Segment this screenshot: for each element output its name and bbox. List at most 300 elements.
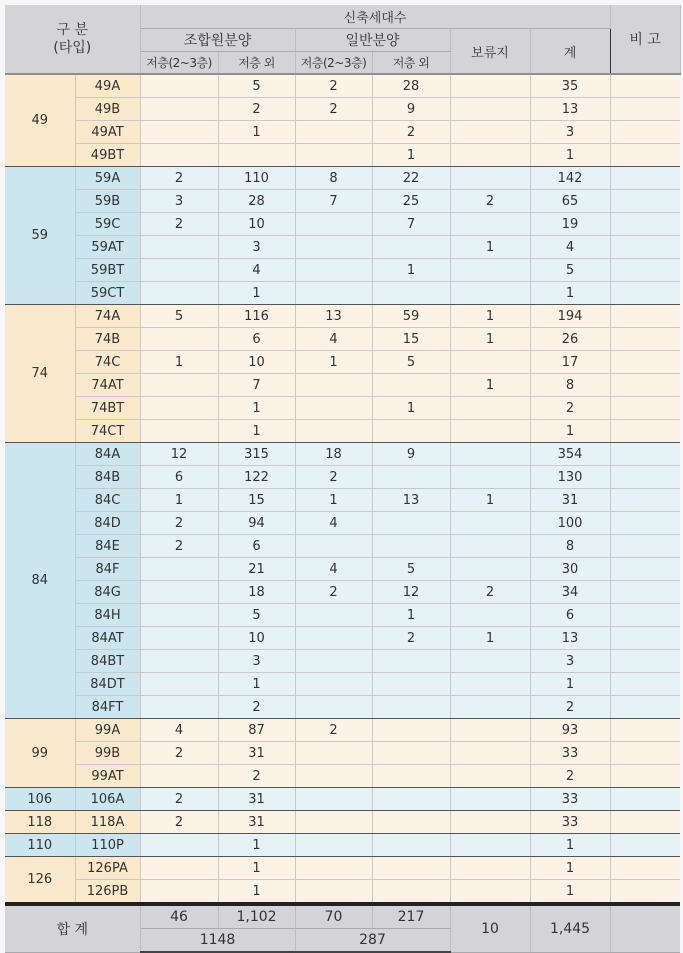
general-low-cell <box>295 650 372 673</box>
general-low-cell <box>295 788 372 811</box>
grand-total: 1,445 <box>530 904 610 952</box>
general-low-cell: 4 <box>295 512 372 535</box>
general-other-cell <box>372 466 450 489</box>
row-total-cell: 2 <box>530 696 610 719</box>
member-low-cell: 2 <box>140 788 218 811</box>
general-low-cell: 4 <box>295 328 372 351</box>
type-cell: 74B <box>75 328 140 351</box>
type-cell: 59BT <box>75 259 140 282</box>
area-cell: 110 <box>5 834 75 857</box>
general-low-cell: 7 <box>295 190 372 213</box>
reserved-cell <box>450 604 530 627</box>
general-other-cell <box>372 788 450 811</box>
member-other-cell: 18 <box>218 581 295 604</box>
general-other-cell: 5 <box>372 351 450 374</box>
remarks-cell <box>610 512 680 535</box>
general-low-cell: 2 <box>295 466 372 489</box>
general-low-cell: 13 <box>295 305 372 328</box>
general-low-cell: 2 <box>295 98 372 121</box>
row-total-cell: 4 <box>530 236 610 259</box>
table-row <box>5 443 680 466</box>
area-cell: 99 <box>5 719 75 788</box>
row-total-cell: 17 <box>530 351 610 374</box>
reserved-cell <box>450 443 530 466</box>
general-other-cell: 5 <box>372 558 450 581</box>
general-other-cell <box>372 535 450 558</box>
general-low-cell: 4 <box>295 558 372 581</box>
remarks-cell <box>610 420 680 443</box>
remarks-cell <box>610 167 680 190</box>
type-cell: 74BT <box>75 397 140 420</box>
general-other-cell: 1 <box>372 259 450 282</box>
new-households-header: 신축세대수 <box>140 5 610 29</box>
member-low-cell <box>140 627 218 650</box>
row-total-cell: 93 <box>530 719 610 742</box>
table-row <box>5 604 680 627</box>
reserved-cell: 1 <box>450 627 530 650</box>
table-row <box>5 742 680 765</box>
member-other-cell: 2 <box>218 98 295 121</box>
member-other-cell: 5 <box>218 74 295 98</box>
reserved-cell: 1 <box>450 374 530 397</box>
member-other-cell: 5 <box>218 604 295 627</box>
category-sub-label: (타입) <box>53 40 92 56</box>
row-total-cell: 142 <box>530 167 610 190</box>
remarks-cell <box>610 305 680 328</box>
remarks-cell <box>610 259 680 282</box>
row-total-cell: 26 <box>530 328 610 351</box>
row-total-cell: 33 <box>530 788 610 811</box>
table-row <box>5 190 680 213</box>
row-total-cell: 1 <box>530 880 610 905</box>
reserved-cell <box>450 535 530 558</box>
row-total-cell: 3 <box>530 650 610 673</box>
row-total-cell: 1 <box>530 857 610 880</box>
general-low-cell <box>295 121 372 144</box>
member-other-floor-header: 저층 외 <box>218 52 295 75</box>
type-cell: 74C <box>75 351 140 374</box>
type-cell: 49B <box>75 98 140 121</box>
member-low-cell <box>140 259 218 282</box>
general-other-cell: 9 <box>372 98 450 121</box>
type-cell: 84AT <box>75 627 140 650</box>
general-low-cell: 2 <box>295 719 372 742</box>
member-other-cell: 15 <box>218 489 295 512</box>
type-cell: 59CT <box>75 282 140 305</box>
member-other-cell <box>218 144 295 167</box>
member-low-cell: 6 <box>140 466 218 489</box>
totals-label: 합 계 <box>5 904 140 952</box>
area-cell: 59 <box>5 167 75 305</box>
member-low-cell: 2 <box>140 167 218 190</box>
member-low-cell: 12 <box>140 443 218 466</box>
general-other-cell <box>372 857 450 880</box>
type-cell: 49AT <box>75 121 140 144</box>
member-other-cell: 31 <box>218 742 295 765</box>
member-low-cell: 4 <box>140 719 218 742</box>
member-low-cell <box>140 650 218 673</box>
table-row <box>5 144 680 167</box>
general-other-cell <box>372 512 450 535</box>
reserved-cell <box>450 144 530 167</box>
row-total-cell: 2 <box>530 765 610 788</box>
general-low-cell <box>295 144 372 167</box>
category-label: 구 분 <box>56 22 88 38</box>
general-other-cell: 9 <box>372 443 450 466</box>
general-other-cell <box>372 420 450 443</box>
table-row <box>5 305 680 328</box>
reserved-cell <box>450 74 530 98</box>
remarks-cell <box>610 880 680 905</box>
type-cell: 59AT <box>75 236 140 259</box>
row-total-cell: 33 <box>530 811 610 834</box>
type-cell: 84A <box>75 443 140 466</box>
reserved-cell <box>450 834 530 857</box>
general-other-cell <box>372 880 450 905</box>
member-other-cell: 10 <box>218 213 295 236</box>
table-row <box>5 673 680 696</box>
member-other-cell: 1 <box>218 673 295 696</box>
reserved-cell: 1 <box>450 489 530 512</box>
member-low-cell <box>140 581 218 604</box>
total-general-other: 217 <box>372 904 450 929</box>
reserved-cell: 1 <box>450 328 530 351</box>
member-other-cell: 31 <box>218 811 295 834</box>
general-other-cell <box>372 236 450 259</box>
reserved-cell <box>450 673 530 696</box>
remarks-cell <box>610 604 680 627</box>
area-cell: 106 <box>5 788 75 811</box>
member-other-cell: 2 <box>218 696 295 719</box>
member-other-cell: 3 <box>218 650 295 673</box>
table-row <box>5 466 680 489</box>
general-other-cell: 28 <box>372 74 450 98</box>
remarks-cell <box>610 719 680 742</box>
reserved-cell <box>450 466 530 489</box>
remarks-cell <box>610 834 680 857</box>
member-low-cell <box>140 328 218 351</box>
member-subtotal: 1148 <box>140 929 295 953</box>
member-low-cell: 2 <box>140 512 218 535</box>
reserved-cell <box>450 167 530 190</box>
row-total-cell: 34 <box>530 581 610 604</box>
table-row <box>5 420 680 443</box>
member-other-cell: 315 <box>218 443 295 466</box>
member-low-cell <box>140 282 218 305</box>
member-low-cell: 2 <box>140 811 218 834</box>
total-remarks <box>610 904 680 952</box>
type-cell: 99B <box>75 742 140 765</box>
table-row <box>5 880 680 905</box>
member-other-cell: 7 <box>218 374 295 397</box>
category-header <box>5 5 140 74</box>
reserved-cell: 2 <box>450 190 530 213</box>
member-other-cell: 28 <box>218 190 295 213</box>
general-low-cell <box>295 282 372 305</box>
general-other-cell: 59 <box>372 305 450 328</box>
remarks-cell <box>610 144 680 167</box>
member-low-cell: 1 <box>140 489 218 512</box>
remarks-cell <box>610 857 680 880</box>
general-low-cell: 8 <box>295 167 372 190</box>
remarks-cell <box>610 121 680 144</box>
type-cell: 49BT <box>75 144 140 167</box>
reserved-cell <box>450 696 530 719</box>
type-cell: 126PA <box>75 857 140 880</box>
general-other-cell <box>372 282 450 305</box>
type-cell: 84G <box>75 581 140 604</box>
table-row <box>5 535 680 558</box>
remarks-cell <box>610 742 680 765</box>
type-cell: 110P <box>75 834 140 857</box>
general-sale-header: 일반분양 <box>295 29 450 52</box>
table-row <box>5 719 680 742</box>
row-total-cell: 2 <box>530 397 610 420</box>
remarks-cell <box>610 236 680 259</box>
general-low-cell <box>295 811 372 834</box>
member-other-cell: 4 <box>218 259 295 282</box>
area-cell: 74 <box>5 305 75 443</box>
row-total-cell: 13 <box>530 98 610 121</box>
member-other-cell: 87 <box>218 719 295 742</box>
row-total-cell: 30 <box>530 558 610 581</box>
general-low-cell <box>295 627 372 650</box>
type-cell: 84D <box>75 512 140 535</box>
table-row <box>5 74 680 98</box>
member-other-cell: 21 <box>218 558 295 581</box>
table-row <box>5 558 680 581</box>
remarks-cell <box>610 328 680 351</box>
type-cell: 118A <box>75 811 140 834</box>
remarks-header: 비 고 <box>610 5 680 74</box>
remarks-cell <box>610 443 680 466</box>
member-low-cell <box>140 880 218 905</box>
type-cell: 74AT <box>75 374 140 397</box>
reserved-cell <box>450 98 530 121</box>
member-low-cell <box>140 673 218 696</box>
member-other-cell: 1 <box>218 420 295 443</box>
reserved-cell <box>450 811 530 834</box>
general-other-cell: 12 <box>372 581 450 604</box>
reserved-cell: 2 <box>450 581 530 604</box>
reserved-cell <box>450 512 530 535</box>
household-table <box>5 5 681 953</box>
remarks-cell <box>610 351 680 374</box>
general-other-cell <box>372 673 450 696</box>
remarks-cell <box>610 650 680 673</box>
general-other-cell <box>372 719 450 742</box>
member-low-cell: 2 <box>140 535 218 558</box>
general-low-cell: 2 <box>295 74 372 98</box>
table-row <box>5 765 680 788</box>
member-low-cell <box>140 857 218 880</box>
member-other-cell: 94 <box>218 512 295 535</box>
general-other-cell <box>372 742 450 765</box>
reserved-cell: 1 <box>450 236 530 259</box>
remarks-cell <box>610 765 680 788</box>
reserved-cell: 1 <box>450 305 530 328</box>
general-low-cell <box>295 213 372 236</box>
member-other-cell: 1 <box>218 397 295 420</box>
general-other-cell: 2 <box>372 627 450 650</box>
type-cell: 84E <box>75 535 140 558</box>
type-cell: 84H <box>75 604 140 627</box>
member-low-cell <box>140 121 218 144</box>
reserved-cell <box>450 420 530 443</box>
row-total-cell: 35 <box>530 74 610 98</box>
table-row <box>5 351 680 374</box>
table-row <box>5 696 680 719</box>
general-other-cell: 1 <box>372 604 450 627</box>
general-low-cell: 2 <box>295 581 372 604</box>
general-low-cell <box>295 765 372 788</box>
member-low-cell <box>140 144 218 167</box>
member-low-cell: 1 <box>140 351 218 374</box>
member-low-cell: 5 <box>140 305 218 328</box>
type-cell: 126PB <box>75 880 140 905</box>
general-other-cell <box>372 834 450 857</box>
member-other-cell: 1 <box>218 282 295 305</box>
table-row <box>5 489 680 512</box>
remarks-cell <box>610 98 680 121</box>
member-other-cell: 1 <box>218 857 295 880</box>
remarks-cell <box>610 673 680 696</box>
table-body <box>5 74 680 904</box>
table-row <box>5 627 680 650</box>
reserved-cell <box>450 788 530 811</box>
row-total-cell: 8 <box>530 374 610 397</box>
member-other-cell: 110 <box>218 167 295 190</box>
general-other-cell <box>372 765 450 788</box>
table-row <box>5 834 680 857</box>
total-member-other: 1,102 <box>218 904 295 929</box>
reserved-cell <box>450 650 530 673</box>
row-total-cell: 33 <box>530 742 610 765</box>
total-general-low: 70 <box>295 904 372 929</box>
type-cell: 49A <box>75 74 140 98</box>
type-cell: 84DT <box>75 673 140 696</box>
member-low-cell <box>140 696 218 719</box>
row-total-cell: 13 <box>530 627 610 650</box>
area-cell: 118 <box>5 811 75 834</box>
type-cell: 84F <box>75 558 140 581</box>
type-cell: 106A <box>75 788 140 811</box>
table-row <box>5 397 680 420</box>
member-low-cell <box>140 74 218 98</box>
general-low-cell <box>295 880 372 905</box>
general-other-cell: 1 <box>372 144 450 167</box>
table-row <box>5 512 680 535</box>
household-table-container <box>5 5 680 953</box>
general-other-cell: 2 <box>372 121 450 144</box>
member-low-cell <box>140 558 218 581</box>
member-sale-header: 조합원분양 <box>140 29 295 52</box>
row-total-cell: 194 <box>530 305 610 328</box>
general-other-cell <box>372 696 450 719</box>
member-low-cell <box>140 374 218 397</box>
general-other-floor-header: 저층 외 <box>372 52 450 75</box>
remarks-cell <box>610 788 680 811</box>
member-low-floor-header: 저층(2~3층) <box>140 52 218 75</box>
row-total-cell: 1 <box>530 144 610 167</box>
general-subtotal: 287 <box>295 929 450 953</box>
member-low-cell <box>140 765 218 788</box>
member-other-cell: 1 <box>218 834 295 857</box>
general-other-cell: 15 <box>372 328 450 351</box>
general-other-cell: 25 <box>372 190 450 213</box>
reserved-cell <box>450 558 530 581</box>
general-other-cell <box>372 811 450 834</box>
member-other-cell: 2 <box>218 765 295 788</box>
row-total-cell: 354 <box>530 443 610 466</box>
member-other-cell: 1 <box>218 880 295 905</box>
remarks-cell <box>610 466 680 489</box>
general-low-floor-header: 저층(2~3층) <box>295 52 372 75</box>
general-other-cell: 22 <box>372 167 450 190</box>
row-total-cell: 100 <box>530 512 610 535</box>
reserved-cell <box>450 259 530 282</box>
general-low-cell: 1 <box>295 351 372 374</box>
row-total-cell: 1 <box>530 673 610 696</box>
general-low-cell <box>295 420 372 443</box>
member-other-cell: 122 <box>218 466 295 489</box>
table-row <box>5 374 680 397</box>
table-row <box>5 650 680 673</box>
general-low-cell <box>295 374 372 397</box>
member-other-cell: 10 <box>218 627 295 650</box>
remarks-cell <box>610 74 680 98</box>
total-header: 계 <box>530 29 610 75</box>
table-row <box>5 282 680 305</box>
general-low-cell <box>295 857 372 880</box>
member-other-cell: 1 <box>218 121 295 144</box>
member-low-cell <box>140 834 218 857</box>
member-low-cell <box>140 236 218 259</box>
general-low-cell <box>295 673 372 696</box>
table-row <box>5 213 680 236</box>
member-other-cell: 10 <box>218 351 295 374</box>
row-total-cell: 1 <box>530 420 610 443</box>
general-low-cell <box>295 604 372 627</box>
type-cell: 84FT <box>75 696 140 719</box>
table-row <box>5 121 680 144</box>
remarks-cell <box>610 627 680 650</box>
remarks-cell <box>610 282 680 305</box>
type-cell: 59B <box>75 190 140 213</box>
general-low-cell <box>295 834 372 857</box>
row-total-cell: 6 <box>530 604 610 627</box>
table-row <box>5 857 680 880</box>
general-low-cell: 1 <box>295 489 372 512</box>
row-total-cell: 130 <box>530 466 610 489</box>
table-row <box>5 98 680 121</box>
table-row <box>5 236 680 259</box>
type-cell: 84BT <box>75 650 140 673</box>
table-row <box>5 788 680 811</box>
row-total-cell: 65 <box>530 190 610 213</box>
reserved-cell <box>450 213 530 236</box>
member-low-cell: 3 <box>140 190 218 213</box>
member-low-cell <box>140 397 218 420</box>
general-low-cell <box>295 236 372 259</box>
table-row <box>5 259 680 282</box>
reserved-cell <box>450 282 530 305</box>
remarks-cell <box>610 190 680 213</box>
member-other-cell: 6 <box>218 328 295 351</box>
member-low-cell <box>140 420 218 443</box>
remarks-cell <box>610 811 680 834</box>
remarks-cell <box>610 558 680 581</box>
